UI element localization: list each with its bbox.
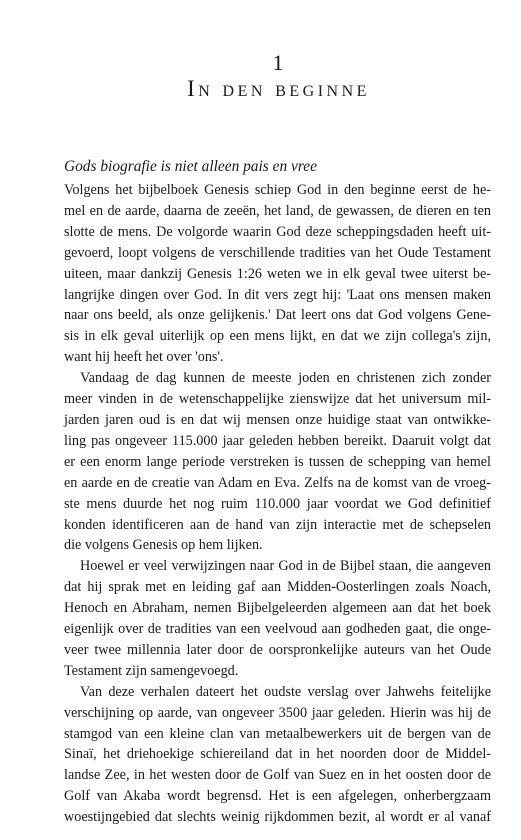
text-line: Henoch en Abraham, nemen Bijbelgeleerden algemeen aan dat het boek: [64, 600, 491, 617]
text-line: Volgens het bijbelboek Genesis schiep God in den beginne eerst de he-: [64, 182, 491, 198]
text-line: ling pas ongeveer 115.000 jaar geleden hebben bereikt. Daaruit volgt dat: [64, 432, 491, 449]
text-line: stamgod van een kleine clan van metaalbewerkers uit de bergen van de: [64, 725, 491, 742]
text-line: en aarde en de creatie van Adam en Eva. Zelfs na de komst van de vroeg-: [64, 474, 491, 491]
text-line: ste mens duurde het nog ruim 110.000 jaar voordat we God definitief: [64, 495, 491, 512]
text-line: konden identificeren aan de hand van zijn interactie met de schepselen: [64, 516, 491, 533]
text-line: die volgens Genesis op hem lijken.: [64, 537, 263, 554]
text-line: Testament zijn samengevoegd.: [64, 662, 239, 679]
text-line: mel en de aarde, daarna de zeeën, het land, de gewassen, de dieren en ten: [64, 202, 491, 219]
text-line: dat hij sprak met en leiding gaf aan Midden-Oosterlingen zoals Noach,: [64, 579, 491, 596]
paragraph-2: [64, 368, 491, 556]
paragraph-1: [64, 180, 491, 368]
text-line: verschijning op aarde, van ongeveer 3500 jaar geleden. Hierin was hij de: [64, 704, 491, 721]
text-line: woestijngebied dat slechts weinig rijkdommen bezit, al wordt er al vanaf: [64, 809, 491, 826]
text-line: er een enorm lange periode verstreken is tussen de schepping van hemel: [64, 453, 491, 470]
section-heading: Gods biografie is niet alleen pais en vree: [64, 158, 317, 175]
text-line: Sinaï, het driehoekige schiereiland dat in het noorden door de Middel-: [64, 746, 491, 763]
chapter-title: In den beginne: [187, 76, 370, 101]
text-line: landse Zee, in het westen door de Golf van Suez en in het oosten door de: [64, 767, 491, 784]
text-line: Vandaag de dag kunnen de meeste joden en christenen zich zonder: [80, 370, 491, 387]
paragraph-3: [64, 556, 491, 681]
text-line: Golf van Akaba wordt begrensd. Het is een afgelegen, onherbergzaam: [64, 788, 491, 805]
text-line: want hij heeft het over 'ons'.: [64, 349, 224, 366]
text-line: slotte de mens. De volgorde waarin God deze scheppingsdaden heeft uit-: [64, 223, 491, 240]
text-line: sis in elk geval uiterlijk op een mens lijkt, en dat we zijn collega's zijn,: [64, 328, 491, 345]
text-line: langrijke dingen over God. In dit vers zegt hij: 'Laat ons mensen maken: [64, 286, 491, 303]
text-line: naar ons beeld, als onze gelijkenis.' Dat leert ons dat God volgens Gene-: [64, 307, 491, 324]
text-line: eigenlijk over de tradities van een veelvoud aan godheden gaat, die onge-: [64, 621, 491, 638]
text-line: Hoewel er veel verwijzingen naar God in de Bijbel staan, die aangeven: [80, 558, 491, 575]
paragraph-4: [64, 682, 491, 828]
text-line: jarden jaren oud is en dat wij mensen onze huidige staat van ontwikke-: [64, 411, 491, 428]
text-line: Van deze verhalen dateert het oudste verslag over Jahwehs feitelijke: [80, 683, 491, 700]
body-text: [64, 180, 491, 828]
text-line: meer vinden in de wetenschappelijke zienswijze dat het universum mil-: [64, 391, 491, 408]
chapter-number: 1: [272, 50, 285, 75]
text-line: uiteen, maar dankzij Genesis 1:26 weten we in elk geval twee uiterst be-: [64, 265, 491, 282]
text-line: veer twee millennia later door de oorspronkelijke auteurs van het Oude: [64, 641, 491, 658]
text-line: gevoerd, loopt volgens de verschillende tradities van het Oude Testament: [64, 244, 491, 261]
